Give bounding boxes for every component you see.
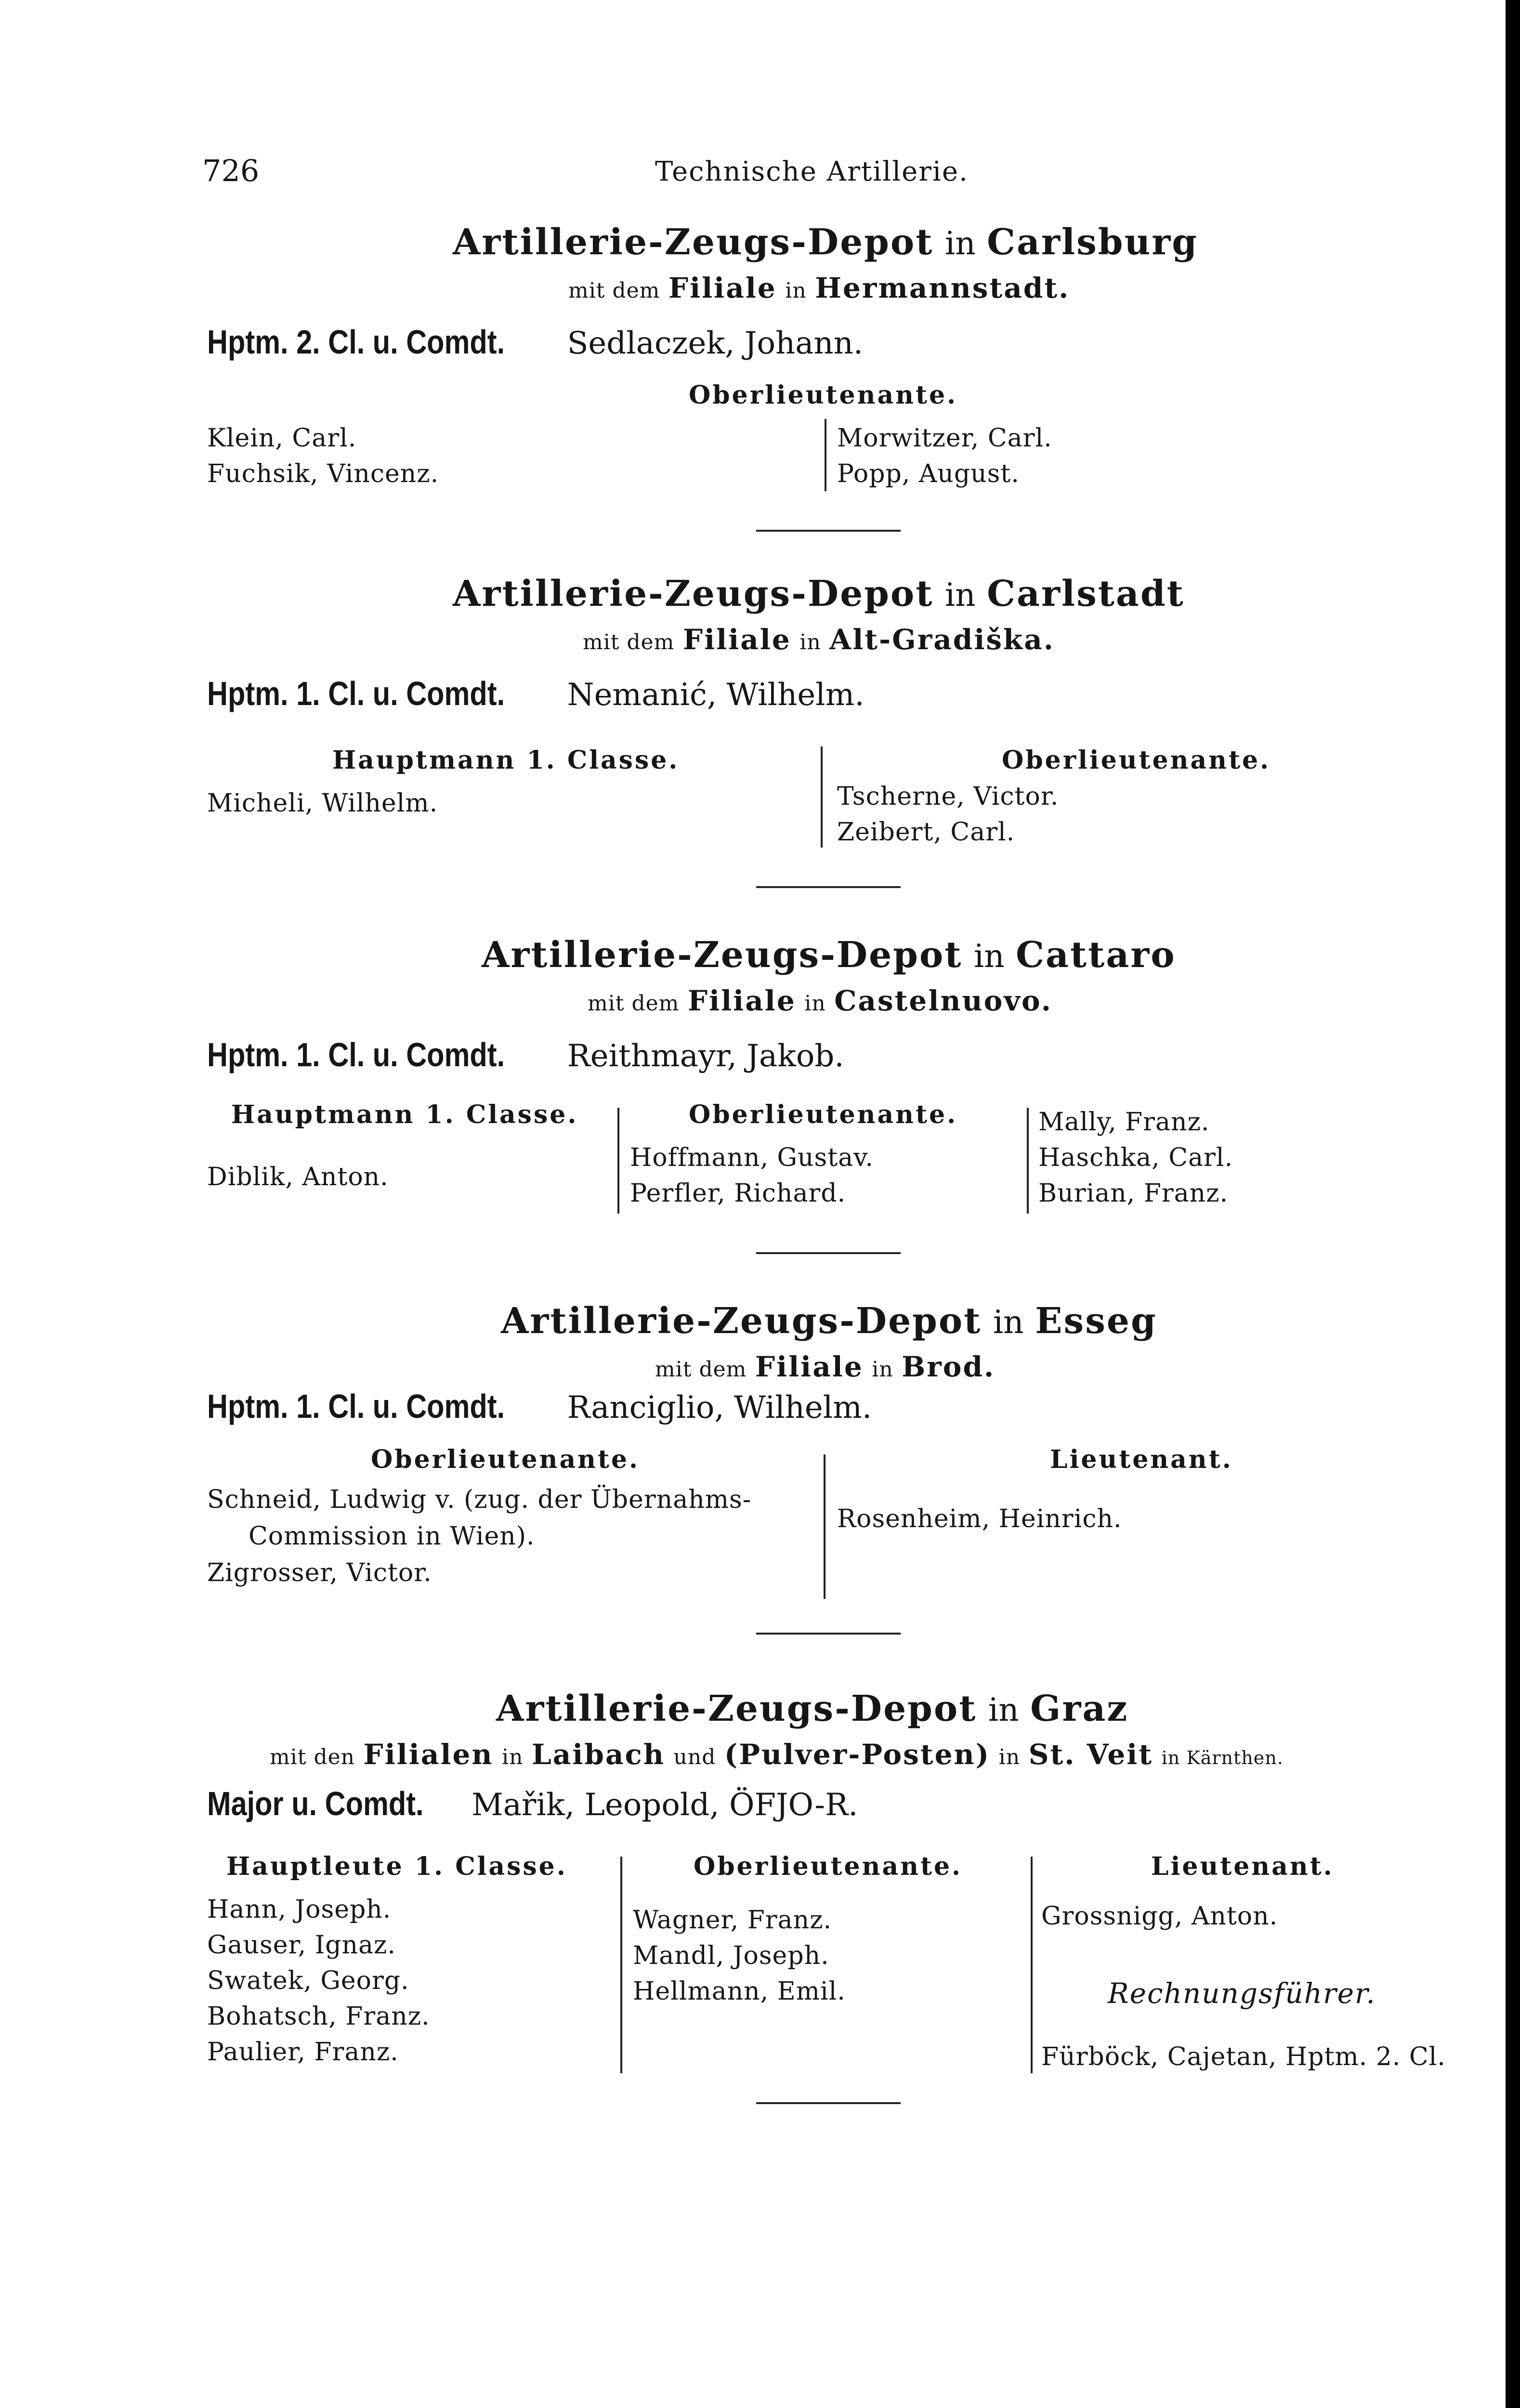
list-item: Rosenheim, Heinrich. [837, 1505, 1122, 1533]
list-item: Zigrosser, Victor. [207, 1558, 432, 1587]
column-heading: Oberlieutenante. [689, 1100, 958, 1129]
section-subtitle: mit den Filialen in Laibach und (Pulver-Posten) in St. Veit in Kärnthen. [270, 1738, 1284, 1771]
page-number: 726 [202, 153, 260, 188]
column-heading: Hauptmann 1. Classe. [231, 1100, 578, 1129]
section-title: Artillerie-Zeugs-Depot in Cattaro [482, 934, 1176, 976]
column-heading: Lieutenant. [1151, 1852, 1334, 1881]
section-carlstadt [202, 573, 1454, 910]
list-item: Perfler, Richard. [630, 1179, 846, 1208]
list-item: Swatek, Georg. [207, 1966, 409, 1995]
column-divider [821, 746, 823, 848]
column-heading: Oberlieutenante. [1002, 746, 1271, 775]
commander-line: Hptm. 2. Cl. u. Comdt. Sedlaczek, Johann. [207, 323, 864, 361]
commander-line: Major u. Comdt. Mařik, Leopold, ÖFJO-R. [207, 1785, 858, 1823]
list-item: Hoffmann, Gustav. [630, 1143, 874, 1172]
column-divider [824, 1454, 826, 1599]
section-cattaro [202, 934, 1454, 1271]
list-item: Hann, Joseph. [207, 1895, 392, 1924]
list-item: Gauser, Ignaz. [207, 1931, 396, 1960]
section-title: Artillerie-Zeugs-Depot in Carlstadt [453, 573, 1185, 615]
section-title: Artillerie-Zeugs-Depot in Graz [496, 1688, 1129, 1729]
section-separator [756, 2102, 901, 2104]
section-title: Artillerie-Zeugs-Depot in Carlsburg [453, 222, 1199, 263]
section-separator [756, 530, 901, 532]
section-subtitle: mit dem Filiale in Castelnuovo. [588, 984, 1052, 1017]
list-item: Haschka, Carl. [1038, 1143, 1233, 1172]
section-separator [756, 886, 901, 888]
commander-line: Hptm. 1. Cl. u. Comdt. Ranciglio, Wilhelm. [207, 1387, 872, 1426]
column-divider [617, 1108, 619, 1214]
list-item: Wagner, Franz. [633, 1906, 832, 1935]
section-subtitle: mit dem Filiale in Hermannstadt. [568, 272, 1070, 304]
section-subtitle: mit dem Filiale in Brod. [655, 1350, 996, 1383]
column-heading: Rechnungsführer. [1108, 1977, 1376, 2010]
list-item: Popp, August. [837, 459, 1020, 488]
list-item: Burian, Franz. [1038, 1179, 1229, 1208]
running-title: Technische Artillerie. [655, 156, 969, 187]
page-header [202, 153, 1021, 196]
list-item: Mandl, Joseph. [633, 1941, 829, 1970]
list-item: Zeibert, Carl. [837, 818, 1015, 847]
list-item: Mally, Franz. [1038, 1108, 1210, 1137]
column-divider [825, 419, 826, 491]
column-heading: Hauptleute 1. Classe. [226, 1852, 567, 1881]
column-divider [1031, 1857, 1033, 2073]
page-edge [1506, 0, 1520, 2408]
list-item: Paulier, Franz. [207, 2038, 399, 2067]
section-separator [756, 1633, 901, 1635]
column-heading: Oberlieutenante. [689, 380, 958, 410]
column-heading: Lieutenant. [1050, 1445, 1233, 1474]
section-graz [202, 1688, 1454, 2121]
list-item: Tscherne, Victor. [837, 782, 1059, 811]
column-heading: Oberlieutenante. [371, 1445, 640, 1474]
column-heading: Oberlieutenante. [694, 1852, 963, 1881]
list-item: Bohatsch, Franz. [207, 2002, 430, 2031]
commander-line: Hptm. 1. Cl. u. Comdt. Reithmayr, Jakob. [207, 1036, 844, 1074]
list-item: Fuchsik, Vincenz. [207, 459, 439, 488]
list-item: Schneid, Ludwig v. (zug. der Übernahms- [207, 1485, 752, 1514]
list-item: Fürböck, Cajetan, Hptm. 2. Cl. [1041, 2042, 1446, 2071]
commander-line: Hptm. 1. Cl. u. Comdt. Nemanić, Wilhelm. [207, 675, 865, 713]
section-subtitle: mit dem Filiale in Alt-Gradiška. [583, 623, 1055, 656]
column-heading: Hauptmann 1. Classe. [332, 746, 680, 775]
list-item: Grossnigg, Anton. [1041, 1902, 1278, 1931]
list-item: Klein, Carl. [207, 424, 357, 453]
column-divider [620, 1857, 622, 2073]
section-title: Artillerie-Zeugs-Depot in Esseg [501, 1300, 1157, 1342]
list-item: Morwitzer, Carl. [837, 424, 1052, 453]
section-separator [756, 1252, 901, 1254]
column-divider [1027, 1108, 1029, 1214]
list-item: Micheli, Wilhelm. [207, 789, 438, 818]
section-esseg [202, 1300, 1454, 1676]
list-item: Commission in Wien). [249, 1522, 535, 1551]
section-carlsburg [202, 222, 1454, 549]
list-item: Diblik, Anton. [207, 1163, 389, 1191]
list-item: Hellmann, Emil. [633, 1977, 846, 2006]
